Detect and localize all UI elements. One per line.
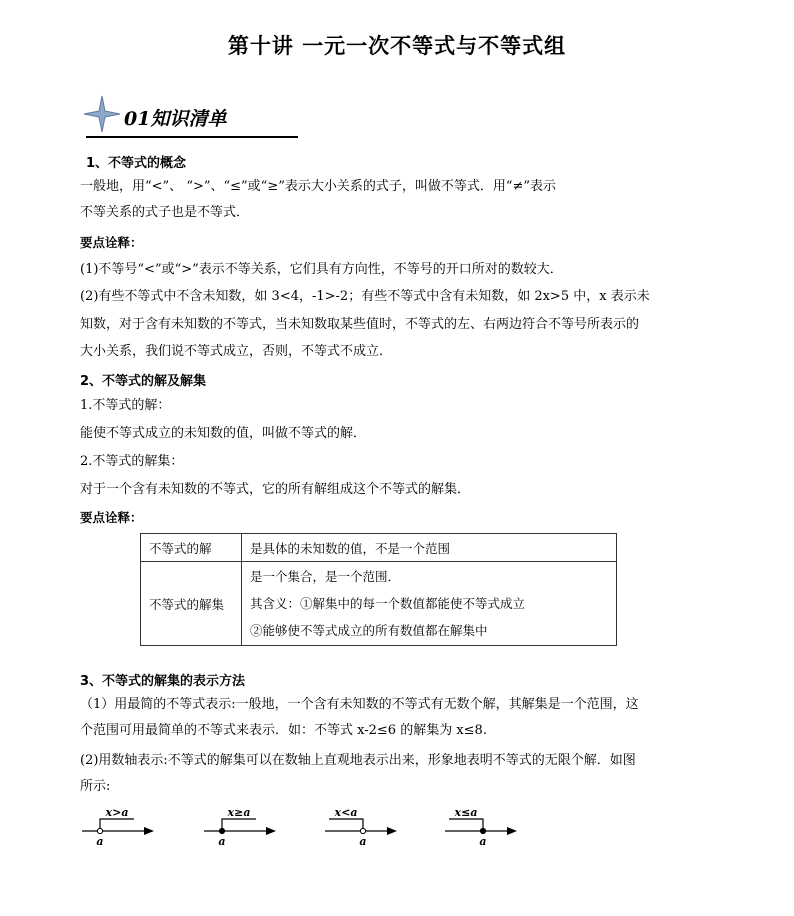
table-cell-line: ②能够使不等式成立的所有数值都在解集中 — [250, 623, 488, 638]
axis-label: x≥a — [227, 806, 251, 819]
heading-3: 3、不等式的解集的表示方法 — [80, 674, 246, 689]
table-row — [141, 562, 617, 646]
table-cell — [242, 562, 617, 646]
s2-line3: 2.不等式的解集： — [80, 454, 184, 469]
s2-line1: 1.不等式的解： — [80, 398, 171, 413]
table-cell-line: 其含义：①解集中的每一个数值都能使不等式成立 — [250, 596, 526, 611]
section-banner — [86, 98, 298, 140]
heading-2: 2、不等式的解及解集 — [80, 374, 207, 389]
table-cell: 不等式的解 — [141, 534, 242, 562]
number-lines — [80, 800, 530, 856]
range-bracket — [449, 819, 483, 831]
table-cell-line: 是一个集合，是一个范围． — [250, 569, 401, 584]
banner-label: 01知识清单 — [124, 108, 227, 130]
s1-note2-line3: 大小关系，我们说不等式成立，否则，不等式不成立． — [80, 344, 393, 359]
table-cell: 不等式的解集 — [141, 562, 242, 646]
range-bracket — [100, 819, 134, 831]
s2-line2: 能使不等式成立的未知数的值，叫做不等式的解． — [80, 426, 367, 441]
axis-label: x≤a — [454, 806, 478, 819]
s1-para-line2: 不等关系的式子也是不等式． — [80, 205, 250, 220]
banner-underline — [86, 136, 298, 138]
star-icon — [82, 94, 122, 134]
endpoint-dot — [97, 828, 102, 833]
axis-point-label: a — [359, 835, 367, 848]
s2-line4: 对于一个含有未知数的不等式，它的所有解组成这个不等式的解集． — [80, 482, 471, 497]
axis-arrow — [266, 827, 276, 835]
axis-point-label: a — [96, 835, 104, 848]
axis-point-label: a — [218, 835, 226, 848]
range-bracket — [222, 819, 256, 831]
endpoint-dot — [219, 828, 224, 833]
axis-arrow — [387, 827, 397, 835]
axis-label: x<a — [334, 806, 358, 819]
s1-note1: (1)不等号“<”或“>”表示不等关系，它们具有方向性，不等号的开口所对的数较大． — [80, 262, 563, 277]
axis-label: x>a — [105, 806, 129, 819]
s1-note2-line2: 知数，对于含有未知数的不等式，当未知数取某些值时，不等式的左、右两边符合不等号所表示的 — [80, 317, 640, 332]
s3-para1-line2: 个范围可用最简单的不等式来表示．如：不等式 x-2≤6 的解集为 x≤8. — [80, 723, 487, 738]
s1-para-line1: 一般地，用“<”、 “>”、“≤”或“≥”表示大小关系的式子，叫做不等式．用“≠”表示 — [80, 179, 557, 194]
range-bracket — [329, 819, 363, 831]
table-row — [141, 534, 617, 562]
note-label-1: 要点诠释： — [80, 235, 143, 250]
axis-arrow — [144, 827, 154, 835]
s3-para2-line2: 所示: — [80, 779, 111, 794]
solution-table — [140, 533, 617, 646]
table-cell: 是具体的未知数的值，不是一个范围 — [242, 534, 617, 562]
heading-1: 1、不等式的概念 — [86, 156, 187, 171]
axis-point-label: a — [479, 835, 487, 848]
endpoint-dot — [480, 828, 485, 833]
s1-note2-line1: (2)有些不等式中不含未知数，如 3<4，-1>-2；有些不等式中含有未知数，如 2x>5 中，x 表示未 — [80, 289, 650, 304]
note-label-2: 要点诠释： — [80, 510, 143, 525]
endpoint-dot — [360, 828, 365, 833]
axis-arrow — [507, 827, 517, 835]
s3-para2-line1: (2)用数轴表示:不等式的解集可以在数轴上直观地表示出来，形象地表明不等式的无限个解．如图 — [80, 753, 636, 768]
s3-para1-line1: （1）用最简的不等式表示:一般地，一个含有未知数的不等式有无数个解，其解集是一个范围，这 — [80, 697, 639, 712]
page-title: 第十讲 一元一次不等式与不等式组 — [227, 34, 567, 58]
number-line-diagrams — [80, 800, 530, 856]
